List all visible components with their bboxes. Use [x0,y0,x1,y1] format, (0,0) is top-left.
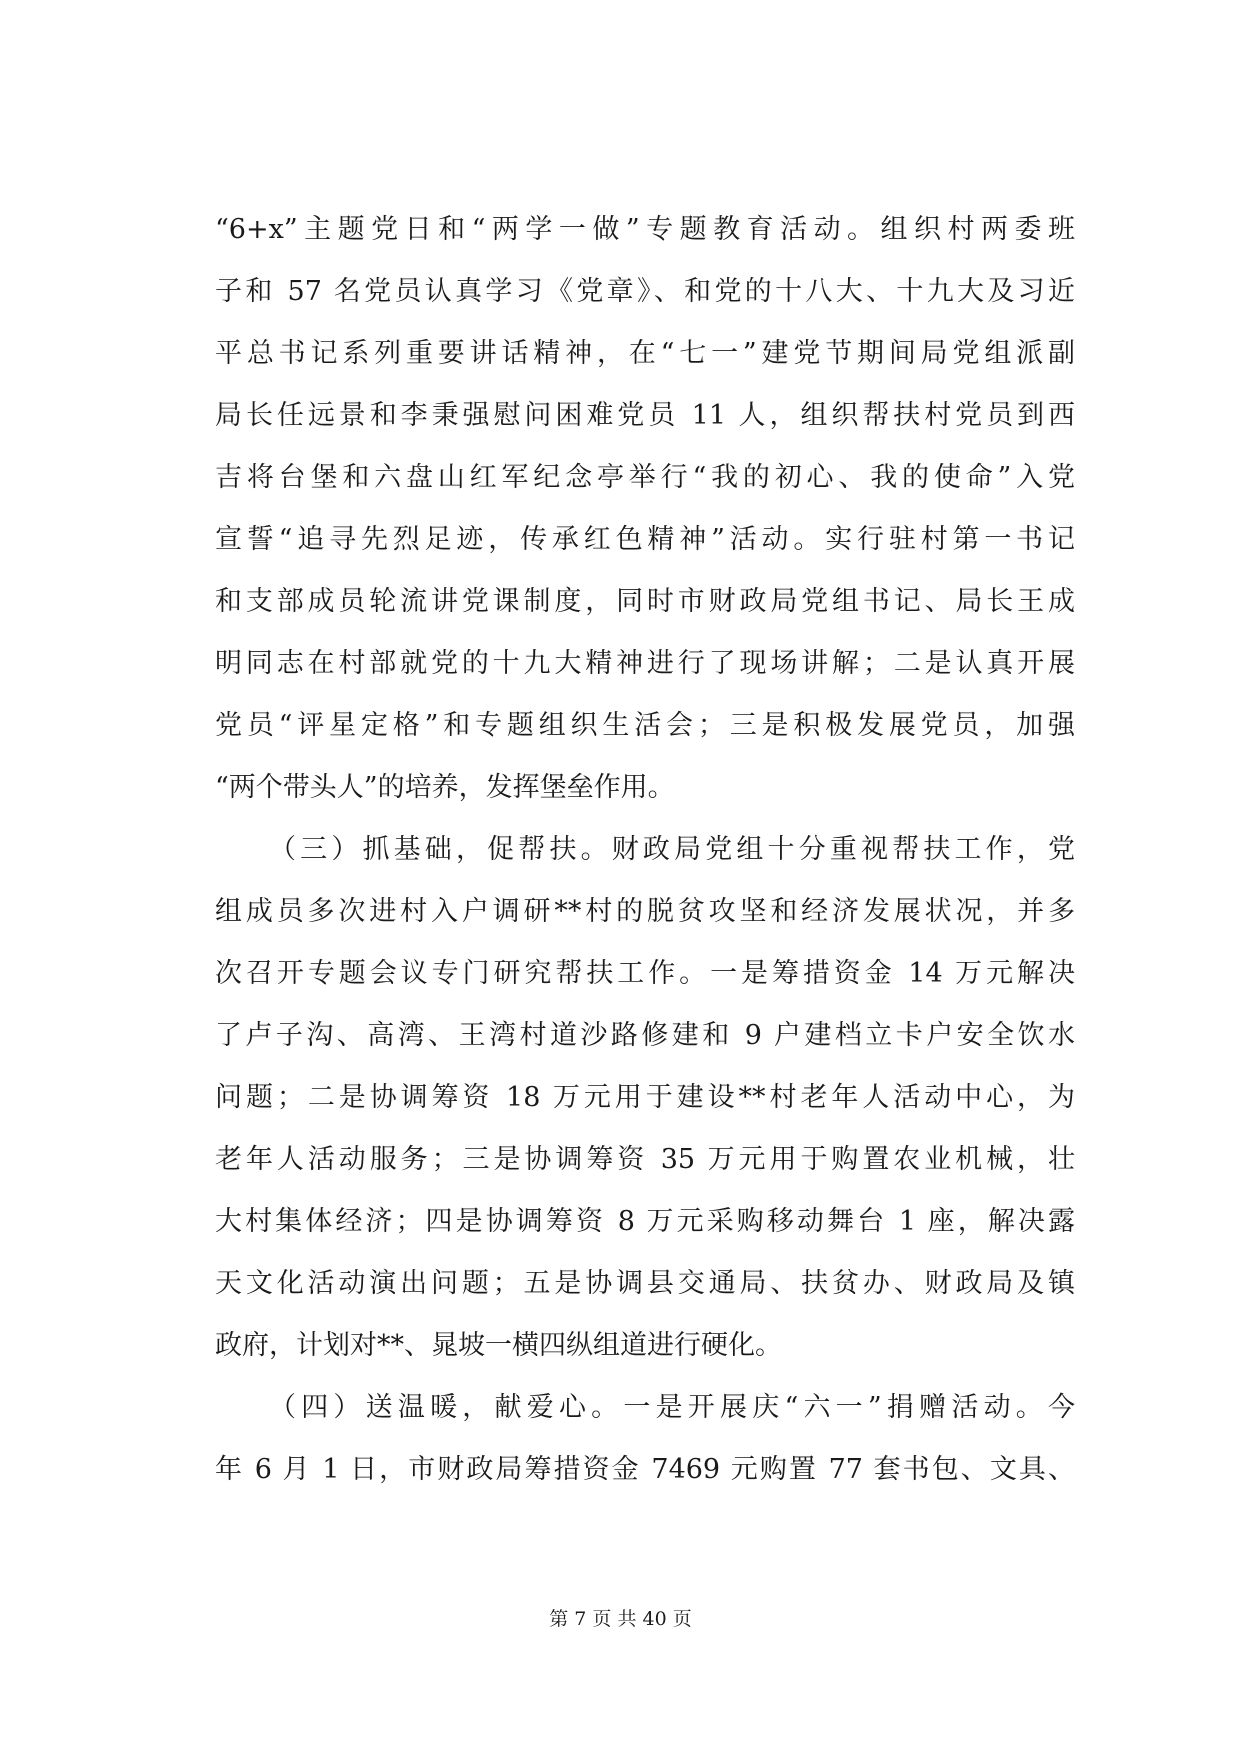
text-line: 大村集体经济；四是协调筹资 8 万元采购移动舞台 1 座，解决露 [215,1206,1075,1237]
text-line: 老年人活动服务；三是协调筹资 35 万元用于购置农业机械，壮 [215,1144,1075,1175]
text-line: 次召开专题会议专门研究帮扶工作。一是筹措资金 14 万元解决 [215,958,1075,989]
paragraph-heading-line: （三）抓基础，促帮扶。财政局党组十分重视帮扶工作，党 [269,834,1075,865]
text-line: 和支部成员轮流讲党课制度，同时市财政局党组书记、局长王成 [215,586,1075,617]
text-line: 吉将台堡和六盘山红军纪念亭举行“我的初心、我的使命”入党 [215,462,1075,493]
text-line: 天文化活动演出问题；五是协调县交通局、扶贫办、财政局及镇 [215,1268,1075,1299]
paragraph-heading-line: （四）送温暖，献爱心。一是开展庆“六一”捐赠活动。今 [269,1392,1075,1423]
text-line: 组成员多次进村入户调研**村的脱贫攻坚和经济发展状况，并多 [215,896,1075,927]
text-line: “两个带头人”的培养，发挥堡垒作用。 [215,772,675,803]
text-line: 问题；二是协调筹资 18 万元用于建设**村老年人活动中心，为 [215,1082,1075,1113]
text-line: 了卢子沟、高湾、王湾村道沙路修建和 9 户建档立卡户安全饮水 [215,1020,1075,1051]
text-line: “6+x”主题党日和“两学一做”专题教育活动。组织村两委班 [215,214,1075,245]
text-line: 政府，计划对**、晁坡一横四纵组道进行硬化。 [215,1330,782,1361]
text-line: 党员“评星定格”和专题组织生活会；三是积极发展党员，加强 [215,710,1075,741]
text-line: 年 6 月 1 日，市财政局筹措资金 7469 元购置 77 套书包、文具、 [215,1454,1075,1485]
text-line: 平总书记系列重要讲话精神，在“七一”建党节期间局党组派副 [215,338,1075,369]
text-line: 宣誓“追寻先烈足迹，传承红色精神”活动。实行驻村第一书记 [215,524,1075,555]
text-line: 局长任远景和李秉强慰问困难党员 11 人，组织帮扶村党员到西 [215,400,1075,431]
page-number-footer: 第 7 页 共 40 页 [549,1608,692,1630]
text-line: 明同志在村部就党的十九大精神进行了现场讲解；二是认真开展 [215,648,1075,679]
text-line: 子和 57 名党员认真学习《党章》、和党的十八大、十九大及习近 [215,276,1075,307]
